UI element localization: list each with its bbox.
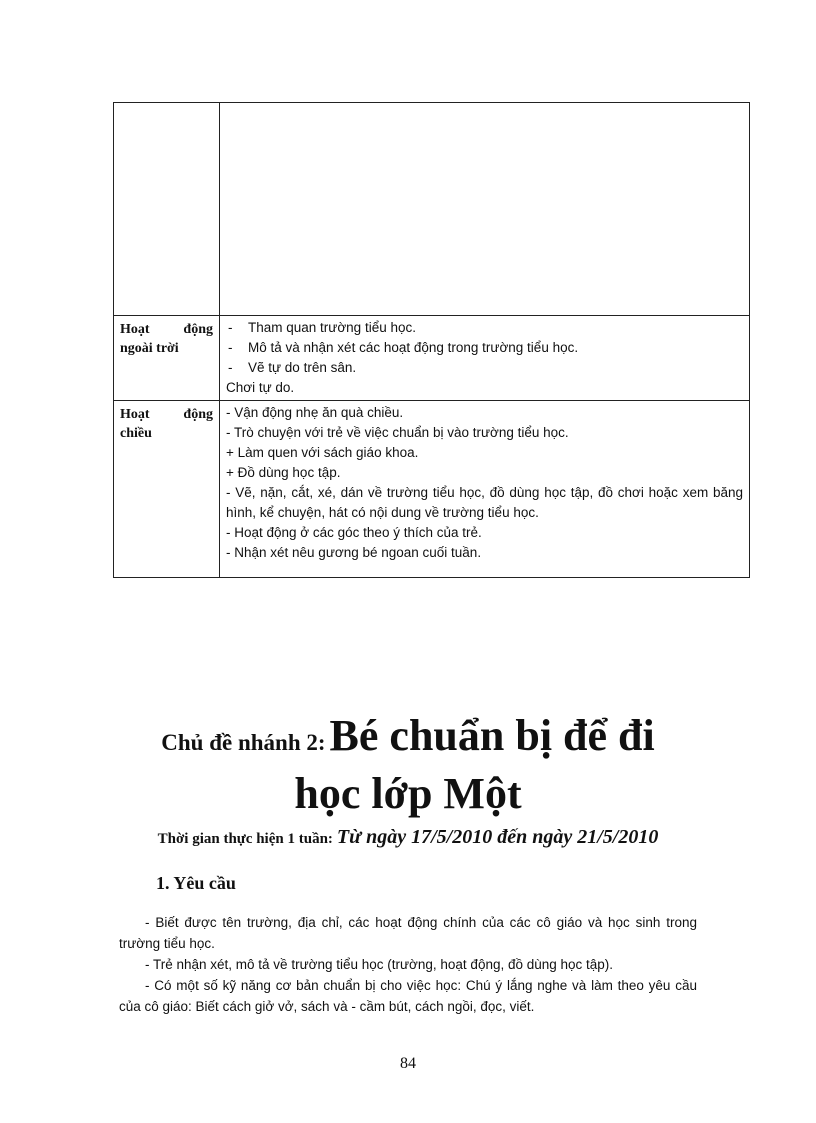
section-title-main: Bé chuẩn bị để đi — [329, 711, 655, 760]
outdoor-label-word1: Hoạt — [120, 322, 150, 337]
empty-label-cell — [114, 103, 220, 316]
outdoor-label-word2: động — [183, 322, 213, 337]
page-number: 84 — [400, 1055, 416, 1072]
requirement-paragraph-1: - Biết được tên trường, địa chỉ, các hoạt động chính của các cô giáo và học sinh trong trường tiểu học. — [119, 915, 697, 951]
section-title-line2: học lớp Một — [294, 769, 522, 818]
outdoor-label-cell — [114, 316, 220, 401]
duration-label: Thời gian thực hiện 1 tuần: — [157, 831, 333, 847]
outdoor-item-2: - Mô tả và nhận xét các hoạt động trong trường tiểu học. — [226, 338, 743, 358]
afternoon-label-cell — [114, 401, 220, 578]
afternoon-content-cell — [220, 401, 750, 578]
requirement-paragraph-2: - Trẻ nhận xét, mô tả về trường tiểu học (trường, hoạt động, đồ dùng học tập). — [145, 957, 614, 972]
afternoon-line-3: + Làm quen với sách giáo khoa. — [226, 445, 419, 460]
afternoon-line-4: + Đồ dùng học tập. — [226, 465, 341, 480]
requirement-paragraph-3: - Có một số kỹ năng cơ bản chuẩn bị cho việc học: Chú ý lắng nghe và làm theo yêu cầu của cô giáo: Biết cách giở vở, sách và - cầm bút, cách ngồi, đọc, viết. — [119, 978, 697, 1014]
duration-line — [0, 826, 816, 849]
afternoon-line-1: - Vận động nhẹ ăn quà chiều. — [226, 405, 404, 420]
section-title-prefix: Chủ đề nhánh 2: — [161, 730, 326, 755]
afternoon-line-7: - Nhận xét nêu gương bé ngoan cuối tuần. — [226, 545, 482, 560]
outdoor-content-cell — [220, 316, 750, 401]
schedule-table — [113, 102, 750, 578]
afternoon-label-word2: động — [183, 407, 213, 422]
table-row-afternoon — [114, 401, 750, 578]
afternoon-label-word1: Hoạt — [120, 407, 150, 422]
outdoor-item-3: - Vẽ tự do trên sân. — [226, 358, 743, 378]
outdoor-label-line2: ngoài trời — [120, 341, 179, 356]
requirements-body — [119, 912, 697, 1017]
afternoon-line-6: - Hoạt động ở các góc theo ý thích của trẻ. — [226, 525, 482, 540]
outdoor-label-line1 — [120, 320, 213, 339]
table-row-outdoor — [114, 316, 750, 401]
section-title-line1 — [0, 710, 816, 761]
afternoon-label-line2: chiều — [120, 426, 152, 441]
outdoor-extra: Chơi tự do. — [226, 380, 295, 395]
afternoon-label-line1 — [120, 405, 213, 424]
afternoon-line-5: - Vẽ, nặn, cắt, xé, dán về trường tiểu học, đồ dùng học tập, đồ chơi hoặc xem băng hình, kể chuyện, hát có nội dung về trường tiểu học. — [226, 485, 743, 520]
empty-content-cell — [220, 103, 750, 316]
afternoon-line-2: - Trò chuyện với trẻ về việc chuẩn bị vào trường tiểu học. — [226, 425, 569, 440]
requirements-heading: 1. Yêu cầu — [156, 873, 236, 893]
outdoor-item-1: - Tham quan trường tiểu học. — [226, 318, 743, 338]
duration-value: Từ ngày 17/5/2010 đến ngày 21/5/2010 — [336, 826, 659, 848]
table-row-empty — [114, 103, 750, 316]
